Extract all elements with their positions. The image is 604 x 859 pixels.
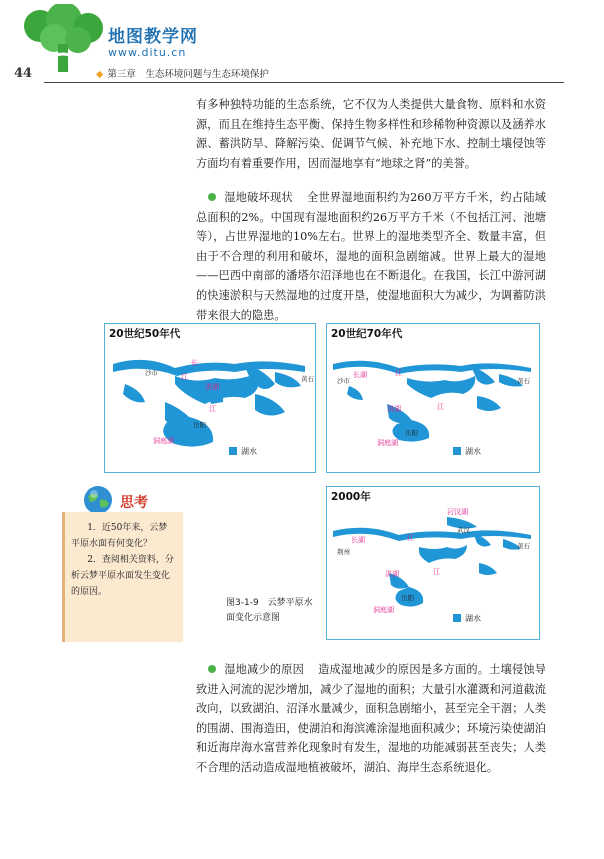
think-box	[62, 484, 180, 644]
legend-label: 湖水	[465, 614, 481, 623]
paragraph-causes-text: 造成湿地减少的原因是多方面的。土壤侵蚀导致进入河流的泥沙增加，减少了湿地的面积；大量引水灌溉和河道截流改向，以致湖泊、沼泽水量减少，面积急剧缩小，甚至完全干涸；人类的围湖、围海造田，使湖泊和海滨滩涂湿地面积减少；环境污染使湖泊和近海岸海水富营养化现象时有发生，湿地的功能减弱甚至丧失；人类不合理的活动造成湿地植被破坏，湖泊、海岸生态系统退化。	[196, 663, 546, 774]
map-1970s-title: 20世纪70年代	[331, 328, 403, 340]
map-1970s-label: 江	[437, 403, 444, 411]
page-number: 44	[14, 66, 33, 81]
paragraph-status	[196, 188, 546, 325]
map-1970s-place: 岳阳	[405, 429, 418, 437]
map-1970s-label: 江	[395, 369, 402, 377]
paragraph-causes	[196, 660, 546, 778]
map-2000-label: 洪湖	[385, 570, 399, 578]
green-bullet-icon	[208, 665, 216, 673]
figure-caption	[226, 596, 320, 626]
paragraph-intro: 有多种独特功能的生态系统，它不仅为人类提供大量食物、原料和水资源，而且在维持生态平衡、保持生物多样性和珍稀物种资源以及涵养水源、蓄洪防旱、降解污染、促调节气候、补充地下水、控制土壤侵蚀等方面均有着重要作用，因而湿地享有“地球之肾”的美誉。	[196, 98, 546, 170]
paragraph-status-text: 全世界湿地面积约为260万平方千米，约占陆域总面积的2%。中国现有湿地面积约26万平方千米（不包括江河、池塘等），占世界湿地的10%左右。世界上的湿地类型齐全、数量丰富，但由于不合理的利用和破坏，湿地的面积急剧缩减。世界上最大的湿地——巴西中南部的潘塔尔沼泽地也在不断退化。在我国，长江中游河湖的快速淤积与天然湿地的过度开垦，使湿地面积大为减少，为调蓄防洪带来很大的隐患。	[196, 191, 546, 322]
think-questions	[71, 520, 175, 600]
map-1970s-drawing	[327, 324, 539, 472]
map-1950s-label: 江	[181, 373, 188, 381]
green-bullet-icon	[208, 193, 216, 201]
map-2000-label: 江	[407, 534, 414, 542]
map-1950s-legend	[229, 446, 257, 457]
map-1950s-title: 20世纪50年代	[109, 328, 181, 340]
subhead-status: 湿地破坏现状	[224, 191, 293, 204]
map-2000-drawing	[327, 487, 539, 639]
map-2000	[326, 486, 540, 640]
map-1950s-drawing	[105, 324, 315, 472]
map-1950s-label: 江	[209, 405, 216, 413]
map-2000-place: 黄石	[517, 542, 530, 550]
chapter-heading	[96, 66, 269, 80]
legend-label: 湖水	[241, 447, 257, 456]
subhead-causes: 湿地减少的原因	[224, 663, 305, 676]
map-1970s-place: 沙市	[337, 377, 350, 385]
map-1950s-label: 洪湖	[205, 383, 219, 391]
map-2000-label: 长湖	[351, 536, 365, 544]
map-2000-label: 洞庭湖	[373, 606, 394, 614]
figure-caption-text: 图3-1-9 云梦平原水面变化示意图	[226, 598, 313, 623]
think-question-2: 2．查阅相关资料，分析云梦平原水面发生变化的原因。	[71, 555, 174, 597]
map-1970s-place: 黄石	[517, 377, 530, 385]
map-2000-place: 武汉	[457, 526, 470, 534]
site-url: www.ditu.cn	[108, 46, 187, 59]
map-2000-title: 2000年	[331, 491, 371, 503]
legend-label: 湖水	[465, 447, 481, 456]
map-1950s-label: 长	[191, 359, 198, 367]
chapter-title: 第三章 生态环境问题与生态环境保护	[107, 69, 269, 80]
map-2000-place: 荆州	[337, 548, 350, 556]
map-1950s	[104, 323, 316, 473]
map-1950s-place: 岳阳	[193, 421, 206, 429]
map-1950s-label: 洞庭湖	[153, 437, 174, 445]
water-swatch	[453, 614, 461, 622]
header-rule	[44, 82, 564, 83]
think-panel	[62, 512, 183, 642]
site-name: 地图教学网	[108, 27, 198, 47]
map-1950s-place: 沙市	[145, 369, 158, 377]
map-1970s	[326, 323, 540, 473]
map-1950s-place: 黄石	[301, 375, 314, 383]
site-logo-icon	[18, 4, 118, 74]
diamond-icon: ◆	[96, 69, 104, 80]
map-2000-label: 汈汊湖	[447, 508, 468, 516]
think-title: 思考	[120, 495, 148, 511]
water-swatch	[229, 447, 237, 455]
think-question-1: 1．近50年来，云梦平原水面有何变化？	[71, 523, 168, 549]
map-2000-label: 江	[433, 568, 440, 576]
map-1970s-label: 长湖	[353, 371, 367, 379]
map-1970s-label: 洪湖	[387, 405, 401, 413]
map-1970s-label: 洞庭湖	[377, 439, 398, 447]
map-1970s-legend	[453, 446, 481, 457]
water-swatch	[453, 447, 461, 455]
map-2000-place: 岳阳	[401, 594, 414, 602]
map-2000-legend	[453, 613, 481, 624]
